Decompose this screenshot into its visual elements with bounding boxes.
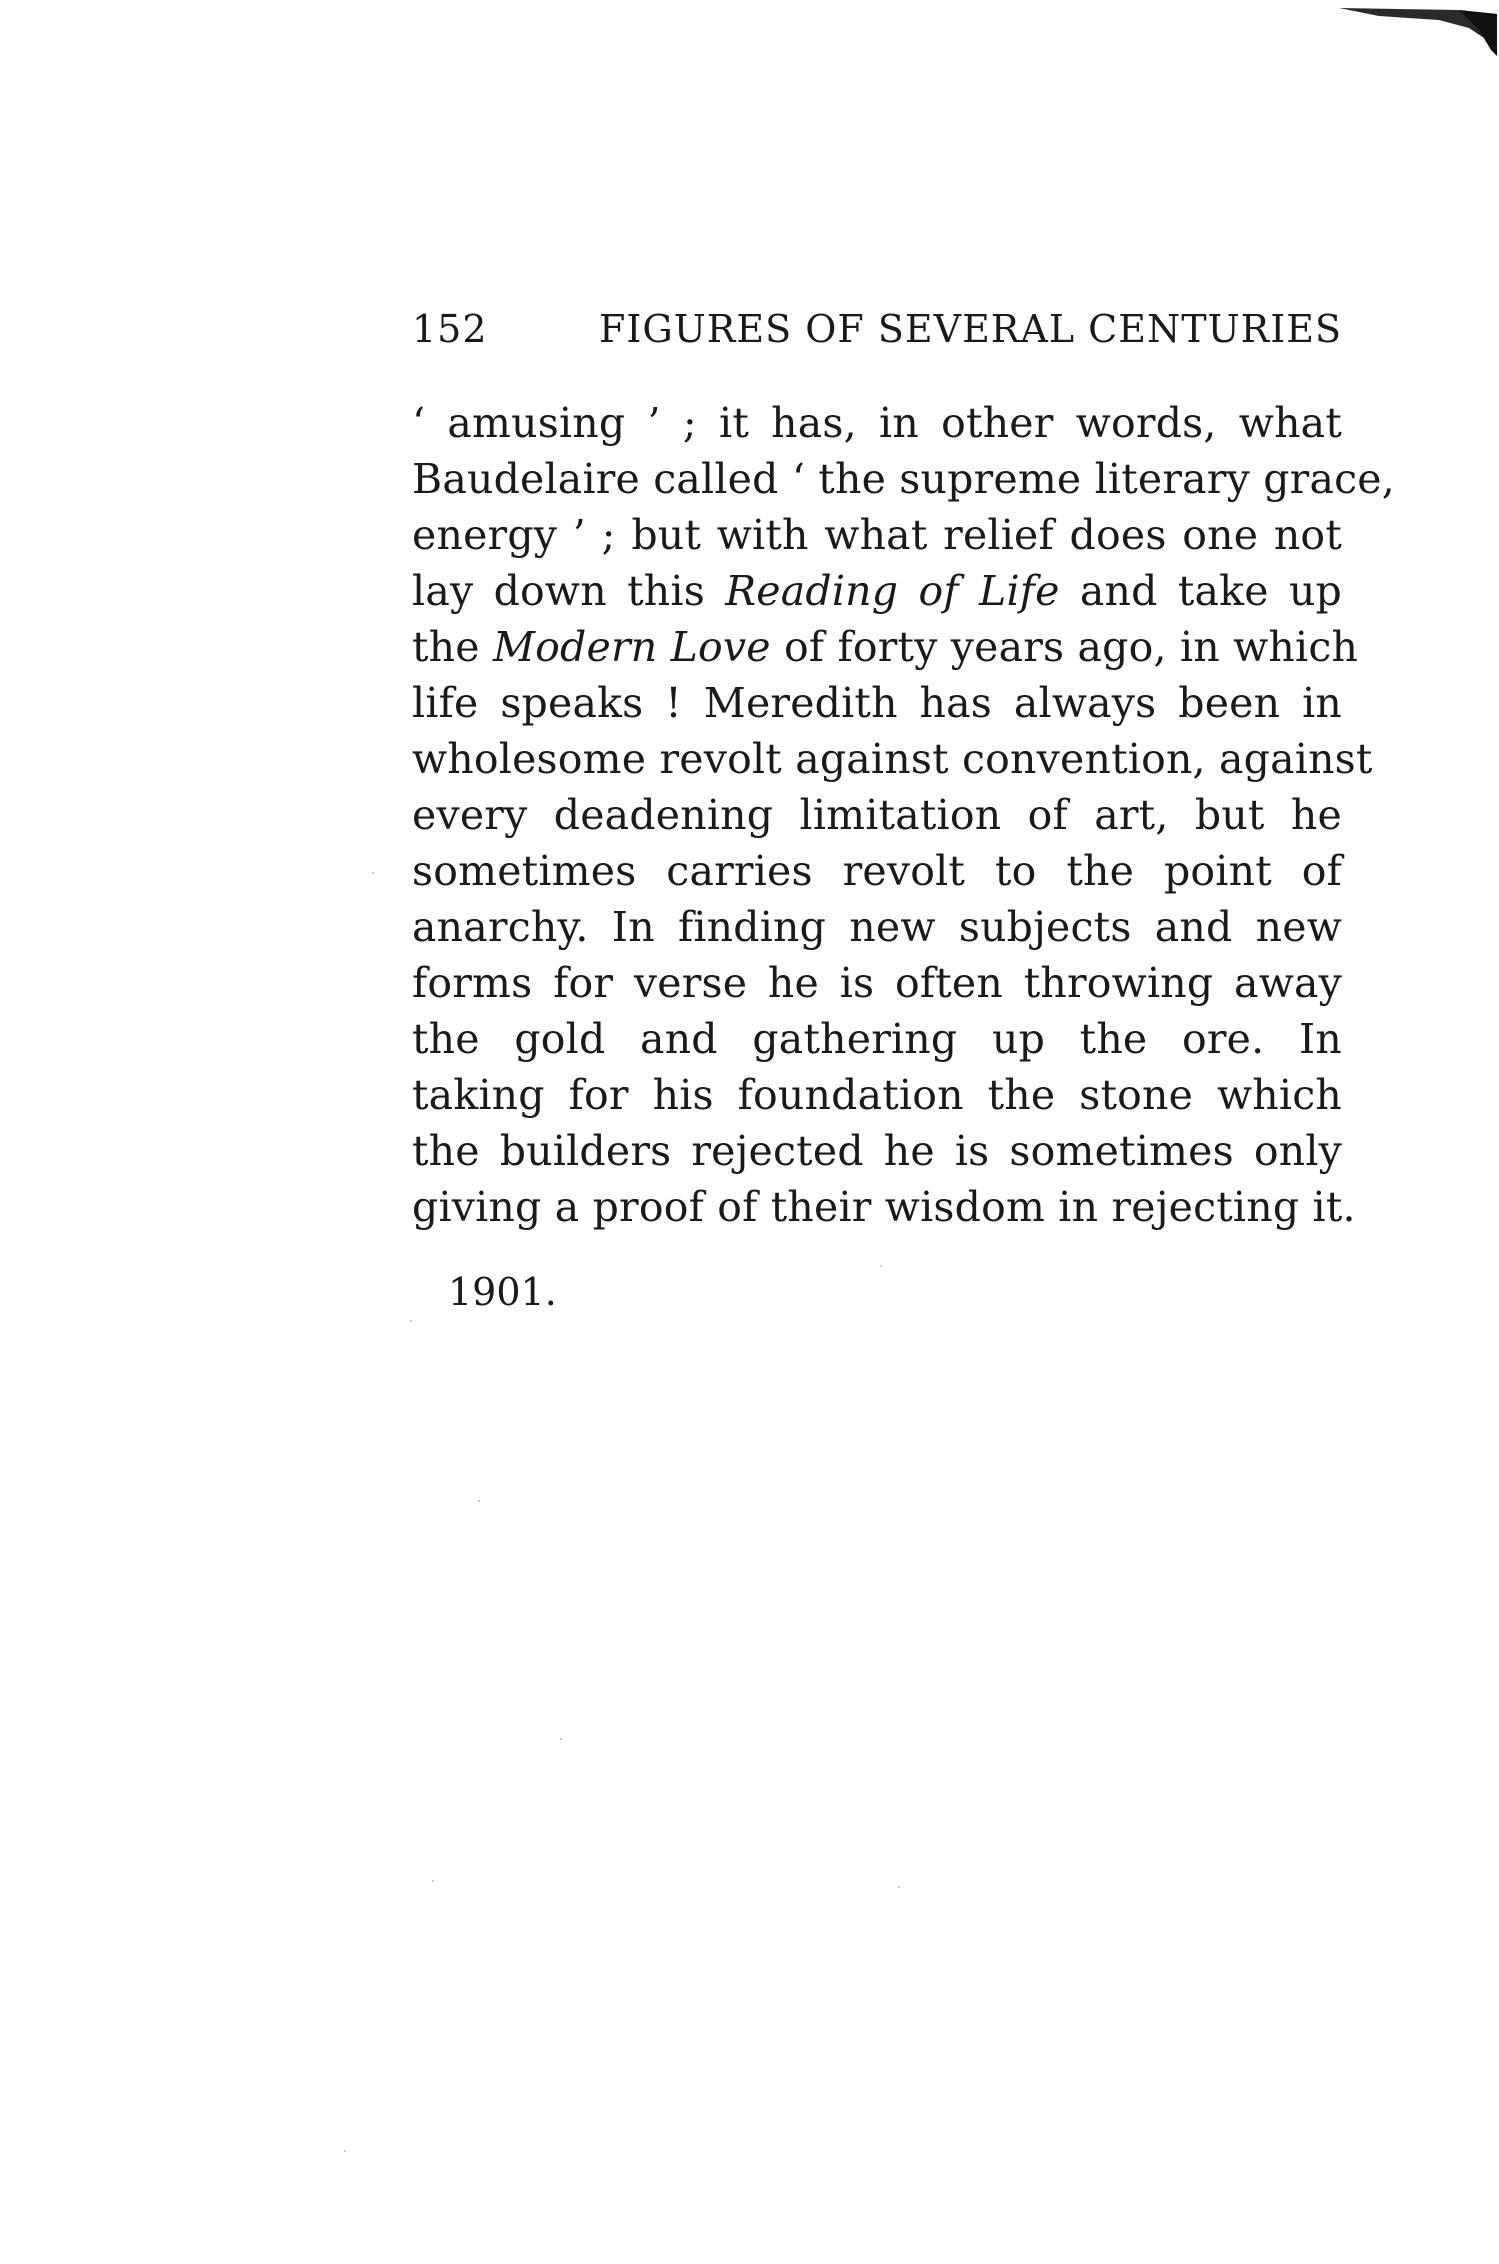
paper-speck — [898, 1886, 900, 1888]
text-line: anarchy. In finding new subjects and new — [412, 903, 1342, 951]
text-line: forms for verse he is often throwing away — [412, 959, 1342, 1007]
date-signature: 1901. — [448, 1270, 557, 1314]
text-line: the Modern Love of forty years ago, in which — [412, 623, 1359, 671]
paper-speck — [880, 1265, 882, 1267]
page-corner-fold-mark — [1319, 0, 1499, 60]
paper-speck — [478, 1500, 480, 1502]
text-line: ‘ amusing ’ ; it has, in other words, what — [412, 399, 1342, 447]
italic-title-reading-of-life: Reading of Life — [725, 567, 1060, 615]
paper-speck — [410, 1320, 412, 1322]
text-line: the gold and gathering up the ore. In — [412, 1015, 1342, 1063]
italic-title-modern-love: Modern Love — [492, 623, 771, 671]
text-line: the builders rejected he is sometimes only — [412, 1127, 1342, 1175]
text-line: taking for his foundation the stone which — [412, 1071, 1342, 1119]
paper-speck — [560, 1738, 562, 1740]
text-line: lay down this Reading of Life and take up — [412, 567, 1342, 615]
body-paragraph — [412, 395, 1395, 1235]
paper-speck — [432, 1880, 434, 1882]
text-line: life speaks ! Meredith has always been in — [412, 679, 1342, 727]
text-line: Baudelaire called ‘ the supreme literary grace, — [412, 455, 1395, 503]
page-number: 152 — [412, 307, 488, 351]
paper-speck — [372, 872, 374, 874]
text-line: sometimes carries revolt to the point of — [412, 847, 1342, 895]
text-line: giving a proof of their wisdom in rejecting it. — [412, 1183, 1356, 1231]
text-line: every deadening limitation of art, but he — [412, 791, 1342, 839]
running-head — [412, 305, 1342, 353]
text-line: energy ’ ; but with what relief does one not — [412, 511, 1342, 559]
running-title: FIGURES OF SEVERAL CENTURIES — [599, 307, 1342, 351]
paper-speck — [344, 2150, 346, 2152]
text-line: wholesome revolt against convention, against — [412, 735, 1373, 783]
